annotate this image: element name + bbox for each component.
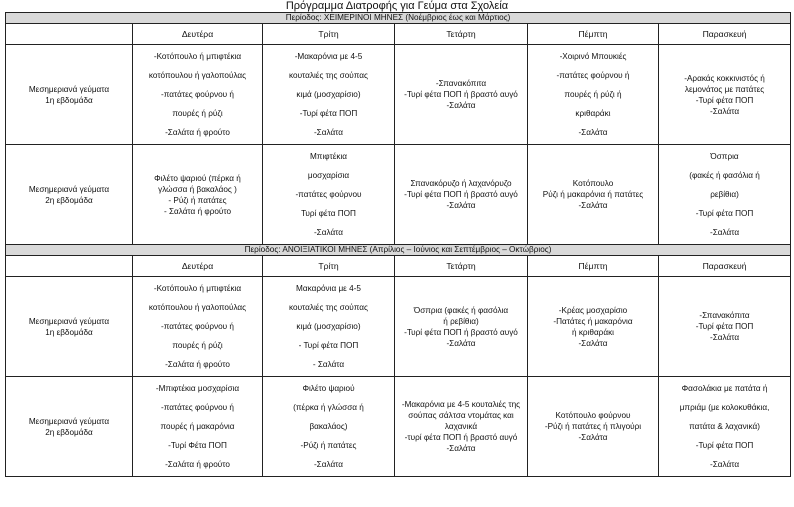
empty-header-cell <box>6 24 133 45</box>
winter-period-label: Περίοδος: ΧΕΙΜΕΡΙΝΟΙ ΜΗΝΕΣ (Νοέμβριος έως και Μάρτιος) <box>6 13 791 24</box>
meal-item: -Κοτόπουλο ή μπιφτέκια <box>153 284 242 293</box>
week-label-line: Μεσημεριανά γεύματα <box>28 316 110 326</box>
meal-item: γλώσσα ή βακαλάος ) <box>158 184 237 194</box>
meal-item: -Τυρί φέτα ΠΟΠ ή βραστό αυγό <box>404 327 518 337</box>
meal-item: κιμά (μοσχαρίσιο) <box>296 90 361 99</box>
meal-item: Μπιφτέκια <box>309 152 347 161</box>
spring-period-label: Περίοδος: ΑΝΟΙΞΙΑΤΙΚΟΙ ΜΗΝΕΣ (Απρίλιος – Ιούνιος και Σεπτέμβριος – Οκτώβριος) <box>6 245 791 256</box>
meal-item: -Κρέας μοσχαρίσιο <box>558 305 628 315</box>
meal-item: -Μακαρόνια με 4-5 κουταλιές της σούπας σάλτσα ντομάτας και λαχανικά <box>401 400 521 431</box>
meal-item: -Τυρί φέτα ΠΟΠ ή βραστό αυγό <box>404 90 518 99</box>
week-label <box>6 377 133 477</box>
meal-item: -Σπανακόπιτα <box>435 79 487 88</box>
meal-cell <box>395 145 528 245</box>
meal-cell <box>133 277 263 377</box>
meal-item: -Μακαρόνια με 4-5 <box>294 52 363 61</box>
meal-item: πατάτα & λαχανικά) <box>689 422 760 431</box>
meal-item: -Κοτόπουλο ή μπιφτέκια <box>153 52 242 61</box>
day-header: Δευτέρα <box>133 24 263 45</box>
meal-cell <box>659 377 791 477</box>
spring-week-1-row <box>6 277 791 377</box>
meal-item: Φασολάκια με πατάτα ή <box>681 384 768 393</box>
meal-cell <box>659 45 791 145</box>
meal-item: -Σαλάτα <box>446 201 476 210</box>
meal-item: -πατάτες φούρνου ή <box>161 403 234 412</box>
meal-cell <box>263 145 395 245</box>
meal-item: Φιλέτο ψαριού (πέρκα ή <box>154 173 241 183</box>
meal-item: -Σαλάτα <box>446 101 476 110</box>
week-label-line: Μεσημεριανά γεύματα <box>28 416 110 426</box>
meal-item: πουρές ή ρύζι <box>172 109 223 118</box>
day-header: Παρασκευή <box>659 256 791 277</box>
meal-item: μοσχαρίσια <box>307 171 350 180</box>
meal-item: -Σαλάτα <box>578 128 608 137</box>
meal-item: -Τυρί φέτα ΠΟΠ <box>299 109 358 118</box>
day-header: Πέμπτη <box>528 24 659 45</box>
meal-item: -Τυρί φέτα ΠΟΠ <box>695 209 754 218</box>
meal-item: κιμά (μοσχαρίσιο) <box>296 322 361 331</box>
meal-item: -Ρύζι ή πατάτες ή πλιγούρι <box>544 422 642 431</box>
meal-item: (πέρκα ή γλώσσα ή <box>293 403 364 412</box>
day-header: Τρίτη <box>263 24 395 45</box>
meal-item: - Τυρί φέτα ΠΟΠ <box>298 341 359 350</box>
meal-item: -Σαλάτα <box>446 338 476 348</box>
week-label-line: Μεσημεριανά γεύματα <box>28 84 110 94</box>
meal-item: -πατάτες φούρνου <box>295 190 362 199</box>
meal-item: Όσπρια <box>710 152 739 161</box>
meal-item: -Σαλάτα <box>313 128 344 137</box>
meal-item: ή ρεβίθια) <box>443 316 479 326</box>
week-label <box>6 277 133 377</box>
meal-item: -Τυρί φέτα ΠΟΠ <box>695 441 754 450</box>
spring-period-row <box>6 245 791 256</box>
meal-cell <box>263 377 395 477</box>
meal-cell <box>528 377 659 477</box>
meal-item: -Σαλάτα <box>313 228 344 237</box>
meal-item: -Τυρί φέτα ΠΟΠ <box>695 322 754 331</box>
spring-day-header-row <box>6 256 791 277</box>
meal-item: πουρές ή ρύζι ή <box>564 90 622 99</box>
meal-item: -Σαλάτα ή φρούτο <box>165 128 230 137</box>
meal-item: -Σαλάτα ή φρούτο <box>165 360 230 369</box>
meal-item: κριθαράκι <box>575 109 611 118</box>
meal-item: Τυρί φέτα ΠΟΠ <box>301 209 356 218</box>
meal-cell <box>263 277 395 377</box>
meal-item: κοτόπουλου ή γαλοπούλας <box>148 71 247 80</box>
meal-item: Κοτόπουλο φούρνου <box>555 411 631 420</box>
week-label <box>6 145 133 245</box>
meal-item: -πατάτες φούρνου ή <box>161 90 234 99</box>
meal-cell <box>528 145 659 245</box>
meal-item: μπριάμ (με κολοκυθάκια, <box>679 403 770 412</box>
meal-cell <box>133 377 263 477</box>
meal-item: (φακές ή φασόλια ή <box>689 171 760 180</box>
day-header: Παρασκευή <box>659 24 791 45</box>
meal-item: -Τυρί φέτα ΠΟΠ ή βραστό αυγό <box>404 190 518 199</box>
meal-cell <box>395 277 528 377</box>
meal-item: -Σαλάτα <box>313 460 344 469</box>
winter-day-header-row <box>6 24 791 45</box>
meal-item: Όσπρια (φακές ή φασόλια <box>413 305 509 315</box>
meal-item: -Τυρί φέτα ΠΟΠ <box>695 95 754 105</box>
meal-item: Κοτόπουλο <box>572 179 614 188</box>
meal-item: -Σαλάτα <box>710 333 740 342</box>
meal-item: κουταλιές της σούπας <box>289 71 368 80</box>
meal-cell <box>263 45 395 145</box>
meal-cell <box>659 145 791 245</box>
page-title: Πρόγραμμα Διατροφής για Γεύμα στα Σχολεία <box>285 0 509 12</box>
meal-item: πουρές ή ρύζι <box>172 341 223 350</box>
meal-item: -Πατάτες ή μακαρόνια <box>553 316 633 326</box>
meal-cell <box>659 277 791 377</box>
meal-item: ρεβίθια) <box>710 190 739 199</box>
day-header: Τετάρτη <box>395 256 528 277</box>
meal-cell <box>133 145 263 245</box>
meal-item: -Σαλάτα <box>446 444 476 453</box>
winter-period-row <box>6 13 791 24</box>
meal-item: -Σαλάτα <box>710 228 740 237</box>
meal-item: -Αρακάς κοκκινιστός ή <box>684 73 765 83</box>
day-header: Τετάρτη <box>395 24 528 45</box>
meal-schedule-table <box>5 12 791 477</box>
meal-item: -Ρύζι ή πατάτες <box>300 441 357 450</box>
meal-cell <box>528 277 659 377</box>
week-label-line: 1η εβδομάδα <box>45 95 93 105</box>
meal-item: Ρύζι ή μακαρόνια ή πατάτες <box>542 190 644 199</box>
week-label <box>6 45 133 145</box>
meal-item: Φιλέτο ψαριού <box>302 384 355 393</box>
day-header: Δευτέρα <box>133 256 263 277</box>
week-label-line: 2η εβδομάδα <box>45 195 93 205</box>
week-label-line: 2η εβδομάδα <box>45 427 93 437</box>
meal-item: -πατάτες φούρνου ή <box>556 71 630 80</box>
meal-item: -τυρί φέτα ΠΟΠ ή βραστό αυγό <box>404 433 518 442</box>
meal-cell <box>395 377 528 477</box>
meal-item: κοτόπουλου ή γαλοπούλας <box>148 303 247 312</box>
week-label-line: Μεσημεριανά γεύματα <box>28 184 110 194</box>
meal-item: Σπανακόρυζο ή λαχανόρυζο <box>410 179 512 188</box>
meal-item: -Σαλάτα <box>578 338 608 348</box>
meal-item: -Τυρί Φέτα ΠΟΠ <box>168 441 227 450</box>
meal-cell <box>133 45 263 145</box>
meal-item: -Σαλάτα ή φρούτο <box>165 460 230 469</box>
meal-item: ή κριθαράκι <box>572 327 614 337</box>
meal-item: Μακαρόνια με 4-5 <box>296 284 361 293</box>
meal-item: πουρές ή μακαρόνια <box>160 422 235 431</box>
empty-header-cell <box>6 256 133 277</box>
meal-item: βακαλάος) <box>309 422 348 431</box>
meal-item: - Σαλάτα <box>312 360 345 369</box>
meal-item: -Σαλάτα <box>578 201 608 210</box>
meal-item: -Σπανακόπιτα <box>699 311 750 320</box>
meal-cell <box>528 45 659 145</box>
meal-item: -Μπιφτέκια μοσχαρίσια <box>155 384 240 393</box>
meal-item: λεμονάτος με πατάτες <box>684 84 765 94</box>
meal-item: -Σαλάτα <box>710 106 740 116</box>
meal-cell <box>395 45 528 145</box>
meal-item: κουταλιές της σούπας <box>289 303 368 312</box>
meal-item: -Σαλάτα <box>710 460 740 469</box>
meal-item: - Σαλάτα ή φρούτο <box>163 206 232 216</box>
meal-item: -πατάτες φούρνου ή <box>161 322 234 331</box>
meal-item: -Σαλάτα <box>578 433 608 442</box>
meal-item: - Ρύζι ή πατάτες <box>168 195 227 205</box>
day-header: Τρίτη <box>263 256 395 277</box>
winter-week-2-row <box>6 145 791 245</box>
day-header: Πέμπτη <box>528 256 659 277</box>
spring-week-2-row <box>6 377 791 477</box>
week-label-line: 1η εβδομάδα <box>45 327 93 337</box>
winter-week-1-row <box>6 45 791 145</box>
meal-item: -Χοιρινό Μπουκιές <box>559 52 627 61</box>
